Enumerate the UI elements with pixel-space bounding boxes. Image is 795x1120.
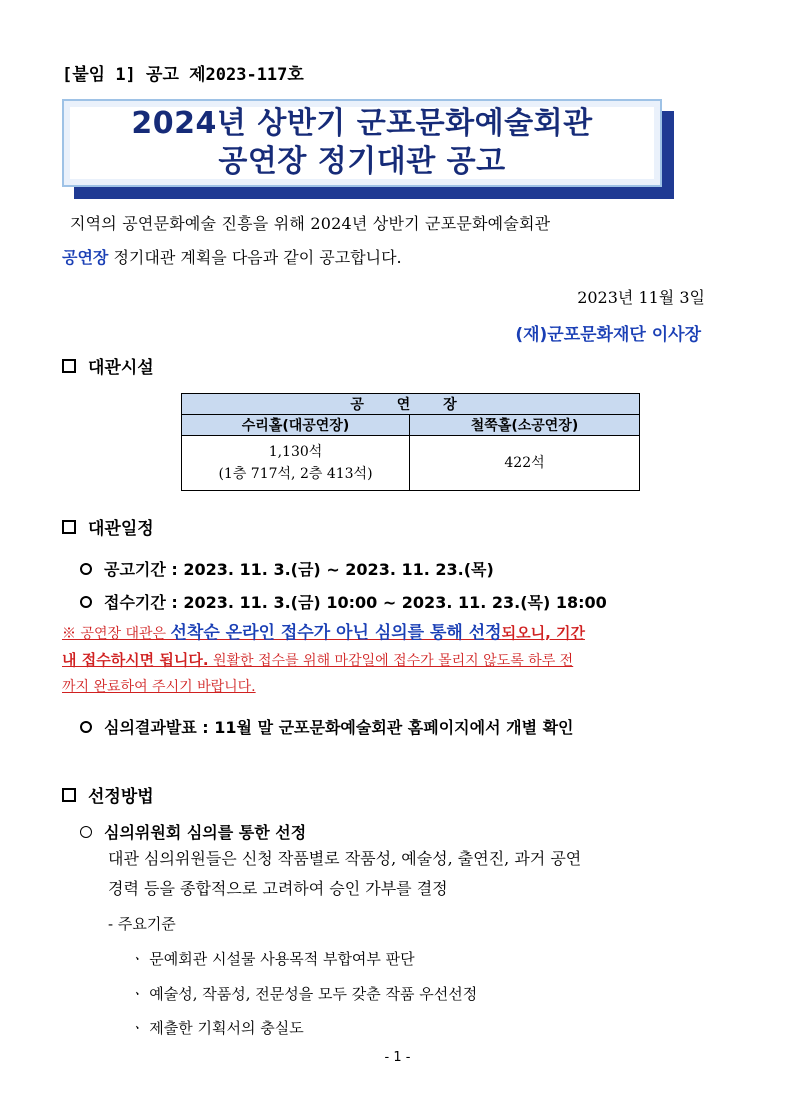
- intro-rest: 정기대관 계획을 다음과 같이 공고합니다.: [108, 248, 402, 267]
- note-prefix: ※ 공연장 대관은: [62, 626, 171, 642]
- selection-method-text: 심의위원회 심의를 통한 선정: [104, 823, 307, 842]
- section-selection: [62, 782, 154, 807]
- reception-period-text: 접수기간 : 2023. 11. 3.(금) 10:00 ~ 2023. 11. 23.(목) 18:00: [104, 593, 607, 612]
- table-top-header: 공 연 장: [182, 394, 640, 415]
- selection-desc-line-1: 대관 심의위원들은 신청 작품별로 작품성, 예술성, 출연진, 과거 공연: [108, 849, 582, 868]
- suri-seats-detail: (1층 717석, 2층 413석): [218, 466, 373, 482]
- table-col-header-suri: 수리홀(대공연장): [182, 415, 410, 436]
- result-announcement: [80, 715, 574, 738]
- circle-bullet-icon: [80, 721, 92, 733]
- note-line-2: [62, 647, 707, 674]
- intro-line-2: [62, 241, 712, 275]
- section-heading: 선정방법: [88, 787, 154, 807]
- section-heading: 대관시설: [88, 358, 154, 378]
- note-red-bold-1: 되오니, 기간: [501, 624, 585, 642]
- criteria-item: ㆍ 제출한 기획서의 충실도: [130, 1019, 304, 1037]
- table-cell-cheoljjuk: 422석: [410, 436, 640, 491]
- attachment-label: [붙임 1] 공고 제2023-117호: [62, 65, 304, 85]
- note-red-bold-2: 내 접수하시면 됩니다.: [62, 651, 209, 669]
- table-col-header-cheoljjuk: 철쭉홀(소공연장): [410, 415, 640, 436]
- title-box: [62, 99, 662, 187]
- note-line-3: 까지 완료하여 주시기 바랍니다.: [62, 679, 256, 695]
- notice-period-text: 공고기간 : 2023. 11. 3.(금) ~ 2023. 11. 23.(목): [104, 560, 494, 579]
- note-rest-1: 원활한 접수를 위해 마감일에 접수가 몰리지 않도록 하루 전: [208, 653, 574, 669]
- notice-period: [80, 557, 494, 580]
- notice-date: 2023년 11월 3일: [577, 288, 705, 307]
- organization: (재)군포문화재단 이사장: [515, 325, 701, 345]
- criteria-item: ㆍ 문예회관 시설물 사용목적 부합여부 판단: [130, 950, 415, 968]
- square-bullet-icon: [62, 520, 76, 534]
- suri-seats: 1,130석: [268, 444, 323, 460]
- title-line-1: 2024년 상반기 군포문화예술회관: [131, 106, 593, 141]
- note-line-1: [62, 620, 707, 647]
- result-text: 심의결과발표 : 11월 말 군포문화예술회관 홈페이지에서 개별 확인: [104, 718, 574, 737]
- square-bullet-icon: [62, 359, 76, 373]
- circle-bullet-icon: [80, 563, 92, 575]
- section-schedule: [62, 514, 154, 539]
- circle-bullet-icon: [80, 826, 92, 838]
- intro-emphasis: 공연장: [62, 248, 109, 267]
- square-bullet-icon: [62, 788, 76, 802]
- intro-line-1: 지역의 공연문화예술 진흥을 위해 2024년 상반기 군포문화예술회관: [70, 214, 551, 233]
- table-cell-suri: [182, 436, 410, 491]
- section-facilities: [62, 353, 154, 378]
- schedule-note: [62, 620, 707, 700]
- note-emphasis: 선착순 온라인 접수가 아닌 심의를 통해 선정: [170, 623, 502, 643]
- selection-method: [80, 820, 306, 843]
- circle-bullet-icon: [80, 596, 92, 608]
- section-heading: 대관일정: [88, 519, 154, 539]
- page-number: - 1 -: [384, 1050, 411, 1065]
- reception-period: [80, 590, 607, 613]
- selection-desc-line-2: 경력 등을 종합적으로 고려하여 승인 가부를 결정: [108, 879, 448, 898]
- criteria-item: ㆍ 예술성, 작품성, 전문성을 모두 갖춘 작품 우선선정: [130, 985, 478, 1003]
- venue-table: [181, 393, 640, 491]
- criteria-label: - 주요기준: [108, 915, 176, 933]
- title-line-2: 공연장 정기대관 공고: [218, 144, 506, 179]
